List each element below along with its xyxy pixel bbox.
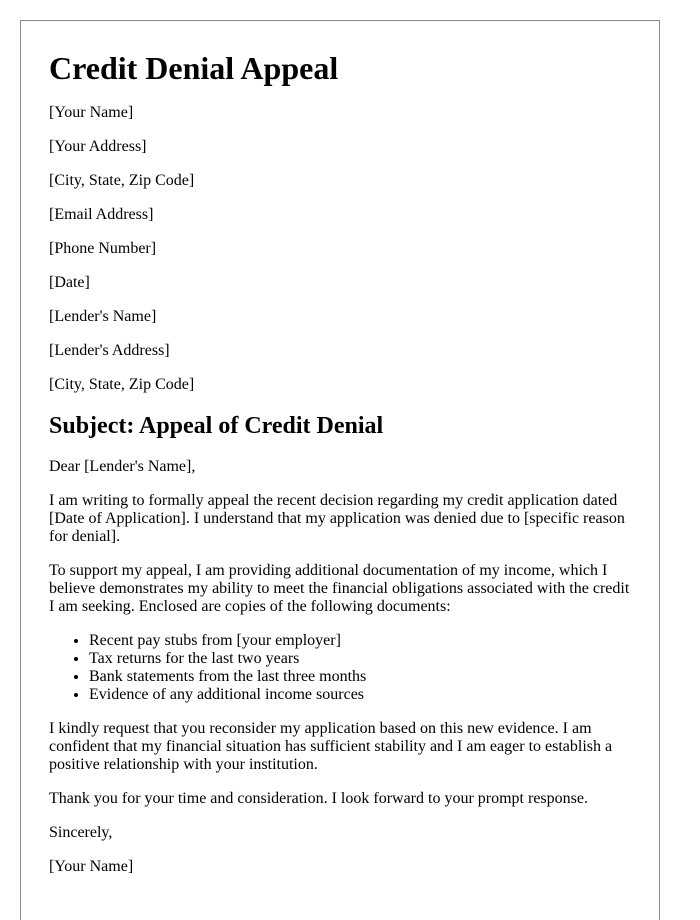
list-item: • Bank statements from the last three months	[89, 668, 631, 686]
document-list	[49, 632, 631, 704]
address-block	[49, 104, 631, 394]
sender-city-state-zip: [City, State, Zip Code]	[49, 172, 195, 189]
paragraph-support: To support my appeal, I am providing additional documentation of my income, which I believe demonstrates my ability to meet the financial obligations associated with the credit I am seeking. Enclosed are copies of the following documents:	[49, 562, 630, 615]
closing: Sincerely,	[49, 824, 113, 841]
sender-phone: [Phone Number]	[49, 240, 157, 257]
lender-name: [Lender's Name]	[49, 308, 157, 325]
letter-body	[49, 458, 631, 876]
list-item: • Tax returns for the last two years	[89, 650, 631, 668]
sender-address: [Your Address]	[49, 138, 147, 155]
paragraph-thanks: Thank you for your time and consideration. I look forward to your prompt response.	[49, 790, 588, 807]
paragraph-request: I kindly request that you reconsider my application based on this new evidence. I am confident that my financial situation has sufficient stability and I am eager to establish a positive relationship with your institution.	[49, 720, 613, 773]
letter-date: [Date]	[49, 274, 90, 291]
letter-page	[20, 20, 660, 920]
signature: [Your Name]	[49, 858, 134, 875]
salutation: Dear [Lender's Name],	[49, 458, 196, 475]
lender-address: [Lender's Address]	[49, 342, 170, 359]
list-item: • Recent pay stubs from [your employer]	[89, 632, 631, 650]
lender-city-state-zip: [City, State, Zip Code]	[49, 376, 195, 393]
sender-name: [Your Name]	[49, 104, 134, 121]
list-item: • Evidence of any additional income sources	[89, 686, 631, 704]
paragraph-intro: I am writing to formally appeal the recent decision regarding my credit application dated [Date of Application]. I understand that my application was denied due to [specific reason for denial].	[49, 492, 625, 545]
letter-subject: Subject: Appeal of Credit Denial	[49, 413, 384, 439]
letter-title: Credit Denial Appeal	[49, 50, 339, 86]
sender-email: [Email Address]	[49, 206, 154, 223]
